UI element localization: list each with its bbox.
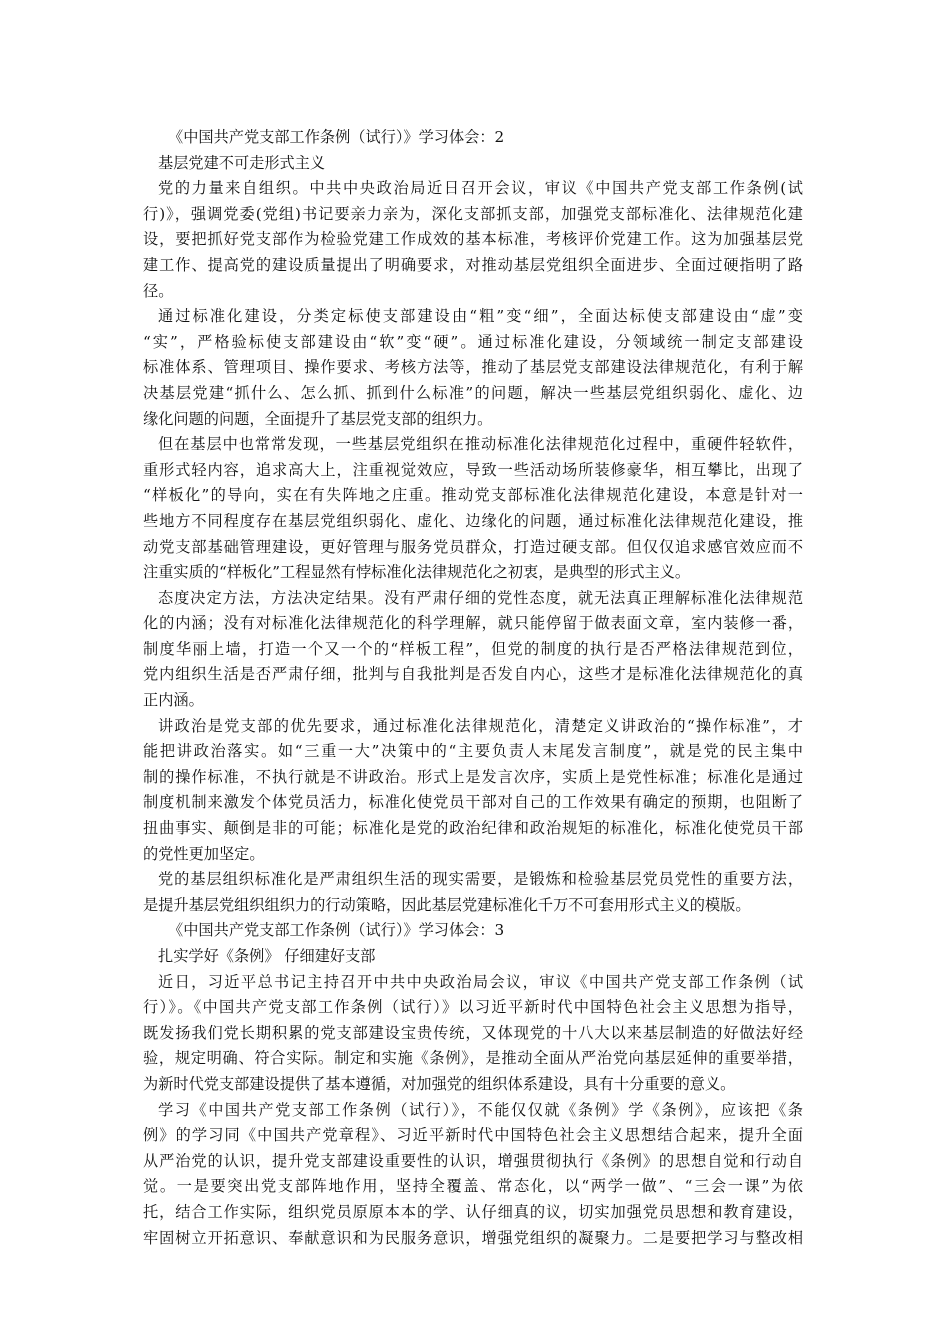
paragraph-line: 设，要把抓好党支部作为检验党建工作成效的基本标准，考核评价党建工作。这为加强基层党 — [143, 230, 803, 249]
paragraph-line: 党的基层组织标准化是严肃组织生活的现实需要，是锻炼和检验基层党员党性的重要方法， — [158, 870, 803, 889]
paragraph-line: 党的力量来自组织。中共中央政治局近日召开会议，审议《中国共产党支部工作条例(试 — [158, 179, 803, 198]
paragraph-line: 态度决定方法，方法决定结果。没有严肃仔细的党性态度，就无法真正理解标准化法律规范 — [158, 588, 803, 607]
paragraph-line: 制度华丽上墙，打造一个又一个的“样板工程”，但党的制度的执行是否严格法律规范到位， — [143, 639, 803, 658]
paragraph-line: 从严治党的认识，提升党支部建设重要性的认识，增强贯彻执行《条例》的思想自觉和行动自 — [143, 1151, 803, 1170]
paragraph-line: 为新时代党支部建设提供了基本遵循，对加强党的组织体系建设，具有十分重要的意义。 — [143, 1074, 736, 1093]
paragraph-line: 牢固树立开拓意识、奉献意识和为民服务意识，增强党组织的凝聚力。二是要把学习与整改相 — [143, 1228, 803, 1247]
paragraph-line: 近日，习近平总书记主持召开中共中央政治局会议，审议《中国共产党支部工作条例（试 — [158, 972, 803, 991]
paragraph-line: 标准体系、管理项目、操作要求、考核方法等，推动了基层党支部建设法律规范化，有利于解 — [143, 358, 803, 377]
paragraph-line: 行)》，强调党委(党组)书记要亲力亲为，深化支部抓支部，加强党支部标准化、法律规范化建 — [143, 204, 803, 223]
paragraph-line: 例》的学习同《中国共产党章程》、习近平新时代中国特色社会主义思想结合起来，提升全面 — [143, 1126, 803, 1145]
paragraph-line: 学习《中国共产党支部工作条例（试行）》，不能仅仅就《条例》学《条例》，应该把《条 — [158, 1100, 803, 1119]
paragraph-line: 缘化问题的问题，全面提升了基层党支部的组织力。 — [143, 409, 493, 428]
paragraph-line: “实”，严格验标使支部建设由“软”变“硬”。通过标准化建设，分领域统一制定支部建设 — [143, 332, 803, 351]
paragraph-line: 制度机制来激发个体党员活力，标准化使党员干部对自己的工作效果有确定的预期，也阻断了 — [143, 793, 803, 812]
paragraph-line: 决基层党建“抓什么、怎么抓、抓到什么标准”的问题，解决一些基层党组织弱化、虚化、边 — [143, 383, 803, 402]
paragraph-line: 制的操作标准，不执行就是不讲政治。形式上是发言次序，实质上是党性标准；标准化是通过 — [143, 767, 803, 786]
paragraph-line: 觉。一是要突出党支部阵地作用，坚持全覆盖、常态化，以“两学一做”、“三会一课”为依 — [143, 1177, 803, 1196]
paragraph-line: 讲政治是党支部的优先要求，通过标准化法律规范化，清楚定义讲政治的“操作标准”，才 — [158, 716, 803, 735]
paragraph-line: 正内涵。 — [143, 691, 204, 710]
paragraph-line: 径。 — [143, 281, 174, 300]
paragraph-line: 但在基层中也常常发现，一些基层党组织在推动标准化法律规范化过程中，重硬件轻软件， — [158, 435, 803, 454]
document-page — [143, 125, 803, 1251]
paragraph-line: 重形式轻内容，追求高大上，注重视觉效应，导致一些活动场所装修豪华，相互攀比，出现了 — [143, 460, 803, 479]
paragraph-line: 些地方不同程度存在基层党组织弱化、虚化、边缘化的问题，通过标准化法律规范化建设，推 — [143, 511, 803, 530]
paragraph-line: 既发扬我们党长期积累的党支部建设宝贵传统，又体现党的十八大以来基层制造的好做法好经 — [143, 1023, 803, 1042]
article-title: 扎实学好《条例》 仔细建好支部 — [158, 947, 376, 965]
paragraph-line: 建工作、提高党的建设质量提出了明确要求，对推动基层党组织全面进步、全面过硬指明了路 — [143, 255, 803, 274]
paragraph-line: 能把讲政治落实。如“三重一大”决策中的“主要负责人末尾发言制度”，就是党的民主集中 — [143, 742, 803, 761]
paragraph-line: 是提升基层党组织组织力的行动策略，因此基层党建标准化千万不可套用形式主义的模版。 — [143, 895, 751, 914]
section-title: 《中国共产党支部工作条例（试行）》学习体会：2 — [168, 128, 505, 146]
paragraph-line: 扭曲事实、颠倒是非的可能；标准化是党的政治纪律和政治规矩的标准化，标准化使党员干部 — [143, 819, 803, 838]
section-title: 《中国共产党支部工作条例（试行）》学习体会：3 — [168, 921, 505, 940]
paragraph-line: 动党支部基础管理建设，更好管理与服务党员群众，打造过硬支部。但仅仅追求感官效应而不 — [143, 537, 803, 556]
paragraph-line: 的党性更加坚定。 — [143, 844, 265, 863]
paragraph-line: 化的内涵；没有对标准化法律规范化的科学理解，就只能停留于做表面文章，室内装修一番， — [143, 614, 803, 633]
paragraph-line: 托，结合工作实际，组织党员原原本本的学、认仔细真的议，切实加强党员思想和教育建设， — [143, 1202, 803, 1221]
paragraph-line: 行）》。《中国共产党支部工作条例（试行）》以习近平新时代中国特色社会主义思想为指导， — [143, 998, 803, 1017]
paragraph-line: 通过标准化建设，分类定标使支部建设由“粗”变“细”，全面达标使支部建设由“虚”变 — [158, 307, 803, 326]
paragraph-line: 党内组织生活是否严肃仔细，批判与自我批判是否发自内心，这些才是标准化法律规范化的真 — [143, 665, 803, 684]
paragraph-line: 注重实质的“样板化”工程显然有悖标准化法律规范化之初衷，是典型的形式主义。 — [143, 563, 691, 582]
paragraph-line: “样板化”的导向，实在有失阵地之庄重。推动党支部标准化法律规范化建设，本意是针对一 — [143, 486, 803, 505]
article-title: 基层党建不可走形式主义 — [158, 153, 326, 172]
paragraph-line: 验，规定明确、符合实际。制定和实施《条例》，是推动全面从严治党向基层延伸的重要举措， — [143, 1049, 803, 1068]
